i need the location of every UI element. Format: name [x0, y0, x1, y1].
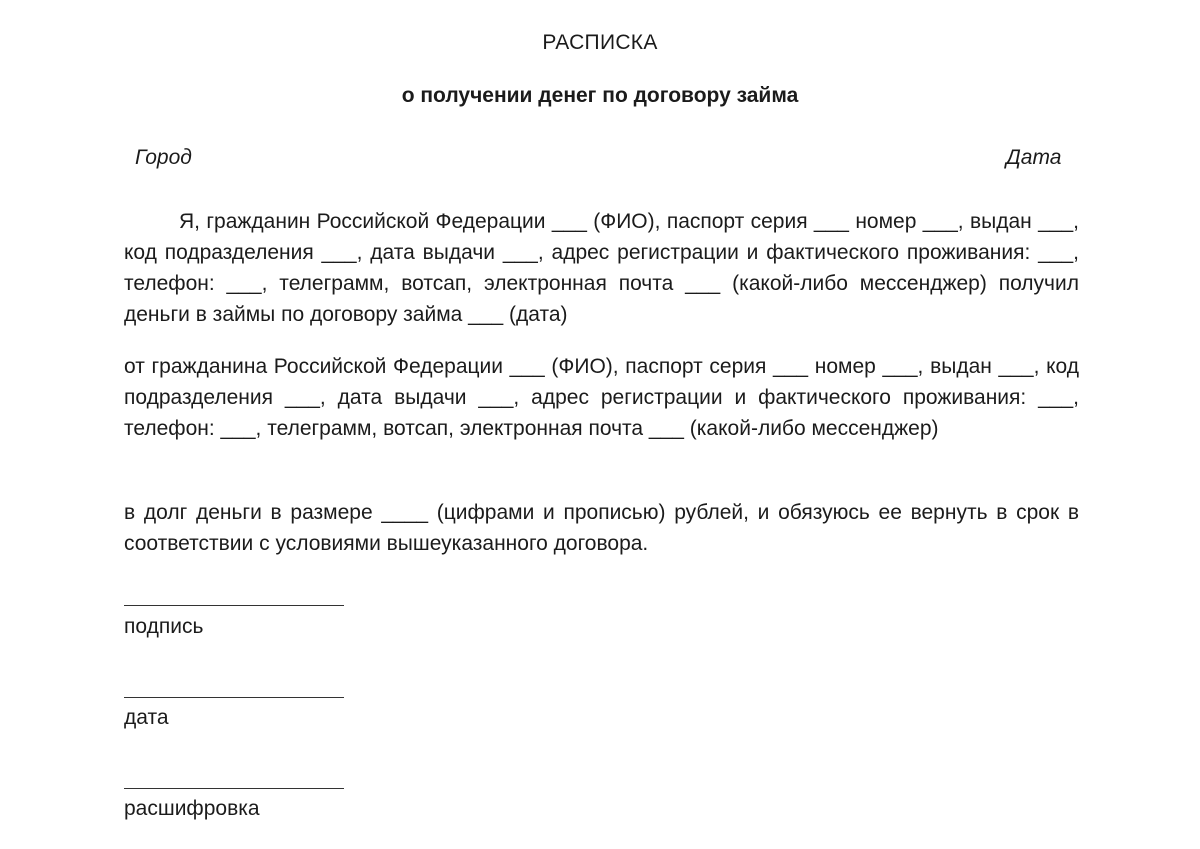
document-title: РАСПИСКА	[542, 31, 658, 54]
lender-paragraph: от гражданина Российской Федерации ___ (ФИО), паспорт серия ___ номер ___, выдан ___, код подразделения ___, дата выдачи ___, адрес регистрации и фактического проживания: ___, телефон: ___, телеграмм, вотсап, электронная почта ___ (какой-либо мессенджер)	[124, 355, 1079, 440]
date-field: Дата	[1006, 146, 1062, 169]
signature-label: подпись	[124, 615, 204, 638]
amount-paragraph: в долг деньги в размере ____ (цифрами и прописью) рублей, и обязуюсь ее вернуть в срок в соответствии с условиями вышеуказанного договора.	[124, 501, 1079, 555]
document-subtitle: о получении денег по договору займа	[401, 84, 799, 107]
signature-line	[124, 605, 344, 606]
signature-transcript-line	[124, 788, 344, 789]
borrower-paragraph: Я, гражданин Российской Федерации ___ (ФИО), паспорт серия ___ номер ___, выдан ___, код подразделения ___, дата выдачи ___, адрес регистрации и фактического проживания: ___, телефон: ___, телеграмм, вотсап, электронная почта ___ (какой-либо мессенджер) получил деньги в займы по договору займа ___ (дата)	[124, 210, 1079, 326]
signature-transcript-label: расшифровка	[124, 797, 260, 820]
city-field: Город	[135, 146, 192, 169]
signature-date-label: дата	[124, 706, 169, 729]
signature-date-line	[124, 697, 344, 698]
